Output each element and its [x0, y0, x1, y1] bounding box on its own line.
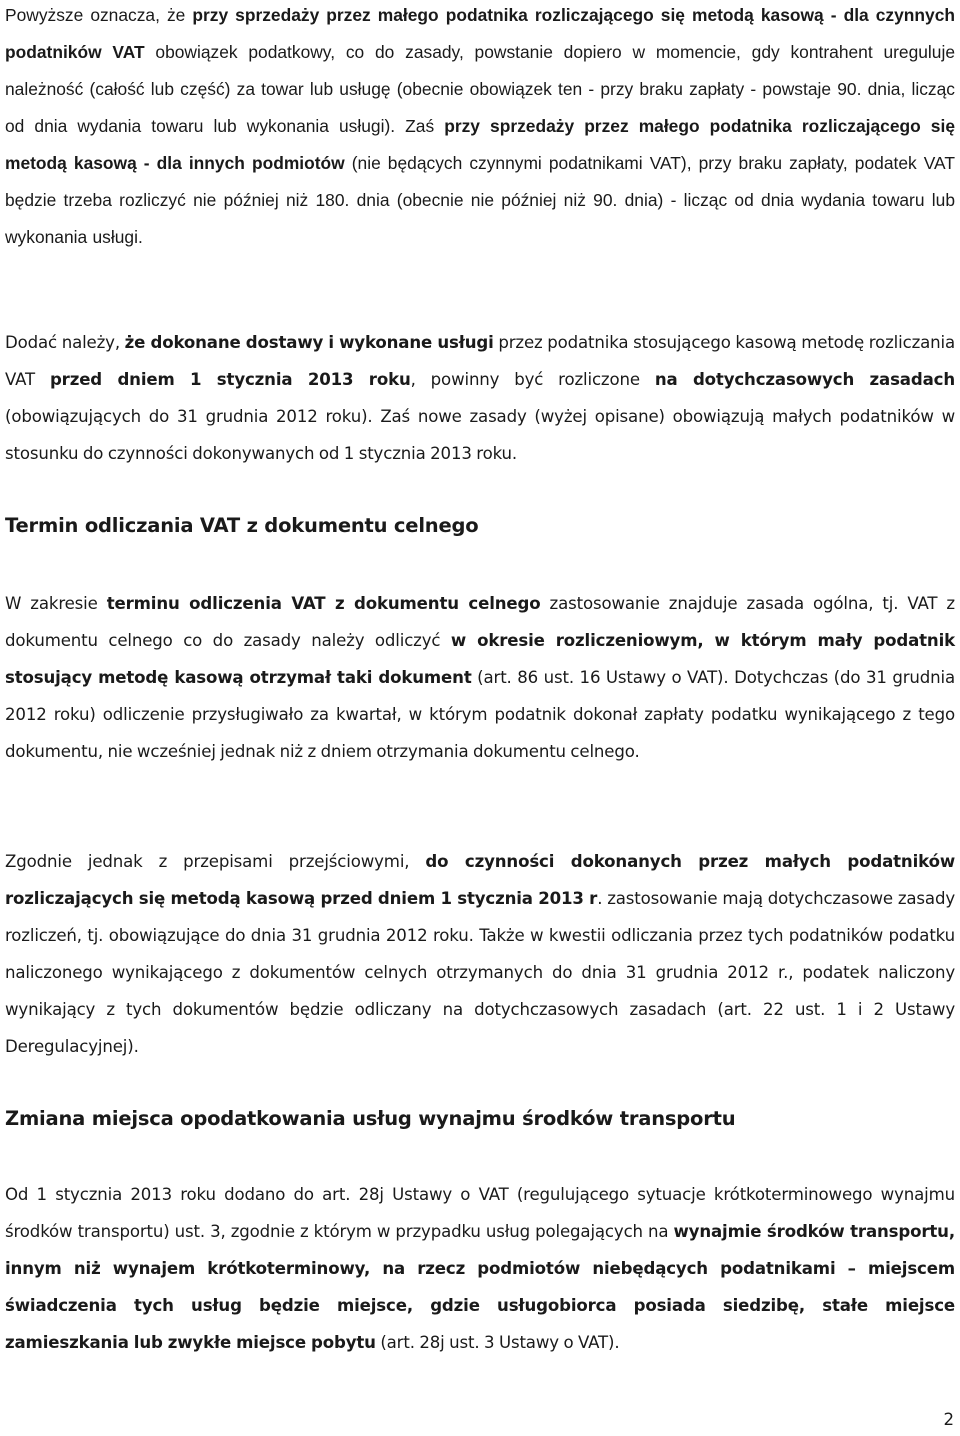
- bold-text: przed dniem 1 stycznia 2013 roku: [49, 370, 411, 389]
- section-heading-transport-rental: Zmiana miejsca opodatkowania usług wynajmu środków transportu: [5, 1107, 736, 1130]
- text: W zakresie: [5, 594, 107, 613]
- paragraph-customs-deduction: [5, 585, 955, 770]
- text: (art. 28j ust. 3 Ustawy o VAT).: [375, 1333, 620, 1352]
- bold-text: w okresie rozliczeniowym, w którym mały podatnik stosujący metodę kasową otrzymał taki dokument: [5, 631, 956, 687]
- paragraph-transport-rental: [5, 1176, 955, 1361]
- text: Powyższe oznacza, że: [5, 5, 193, 25]
- text: (obowiązujących do 31 grudnia 2012 roku). Zaś nowe zasady (wyżej opisane) obowiązują małych podatników w stosunku do czynności dokonywanych od 1 stycznia 2013 roku.: [5, 407, 955, 463]
- section-heading-customs-document: Termin odliczania VAT z dokumentu celnego: [5, 514, 479, 537]
- bold-text: na dotychczasowych zasadach: [654, 370, 955, 389]
- bold-text: przy sprzedaży przez małego podatnika rozliczającego się metodą kasową - dla innych podmiotów: [5, 116, 955, 173]
- bold-text: że dokonane dostawy i wykonane usługi: [124, 333, 494, 352]
- text: Od 1 stycznia 2013 roku dodano do art. 28j Ustawy o VAT (regulującego sytuacje krótkoterminowego wynajmu środków transportu) ust. 3, zgodnie z którym w przypadku usług polegających na: [5, 1185, 955, 1241]
- text: (nie będących czynnymi podatnikami VAT), przy braku zapłaty, podatek VAT będzie trzeba rozliczyć nie później niż 180. dnia (obecnie nie później niż 90. dnia) - licząc od dnia wydania towaru lub wykonania usługi.: [5, 153, 955, 247]
- paragraph-transitional-rules: [5, 324, 955, 472]
- paragraph-cash-method-deadlines: [5, 0, 955, 256]
- text: , powinny być rozliczone: [410, 370, 655, 389]
- bold-text: do czynności dokonanych przez małych podatników rozliczających się metodą kasową przed dniem 1 stycznia 2013 r: [5, 852, 955, 908]
- text: przez podatnika stosującego kasową metodę rozliczania VAT: [5, 333, 955, 389]
- page-number: 2: [943, 1410, 954, 1429]
- text: zastosowanie znajduje zasada ogólna, tj. VAT z dokumentu celnego co do zasady należy odliczyć: [5, 594, 955, 650]
- text: Dodać należy,: [5, 333, 125, 352]
- bold-text: przy sprzedaży przez małego podatnika rozliczającego się metodą kasową - dla czynnych podatników VAT: [5, 5, 955, 62]
- text: (art. 86 ust. 16 Ustawy o VAT). Dotychczas (do 31 grudnia 2012 roku) odliczenie przysługiwało za kwartał, w którym podatnik dokonał zapłaty podatku wynikającego z tego dokumentu, nie wcześniej jednak niż z dniem otrzymania dokumentu celnego.: [5, 668, 955, 761]
- bold-text: terminu odliczenia VAT z dokumentu celnego: [106, 594, 541, 613]
- text: Zgodnie jednak z przepisami przejściowymi,: [5, 852, 426, 871]
- text: obowiązek podatkowy, co do zasady, powstanie dopiero w momencie, gdy kontrahent ureguluje należność (całość lub część) za towar lub usługę (obecnie obowiązek ten - przy braku zapłaty - powstaje 90. dnia, licząc od dnia wydania towaru lub wykonania usługi). Zaś: [5, 42, 956, 136]
- text: . zastosowanie mają dotychczasowe zasady rozliczeń, tj. obowiązujące do dnia 31 grudnia 2012 roku. Także w kwestii odliczania przez tych podatników podatku naliczonego wynikającego z dokumentów celnych otrzymanych do dnia 31 grudnia 2012 r., podatek naliczony wynikający z tych dokumentów będzie odliczany na dotychczasowych zasadach (art. 22 ust. 1 i 2 Ustawy Deregulacyjnej).: [5, 889, 955, 1056]
- paragraph-transitional-provisions: [5, 843, 955, 1065]
- bold-text: wynajmie środków transportu, innym niż wynajem krótkoterminowy, na rzecz podmiotów niebędących podatnikami – miejscem świadczenia tych usług będzie miejsce, gdzie usługobiorca posiada siedzibę, stałe miejsce zamieszkania lub zwykłe miejsce pobytu: [5, 1222, 955, 1352]
